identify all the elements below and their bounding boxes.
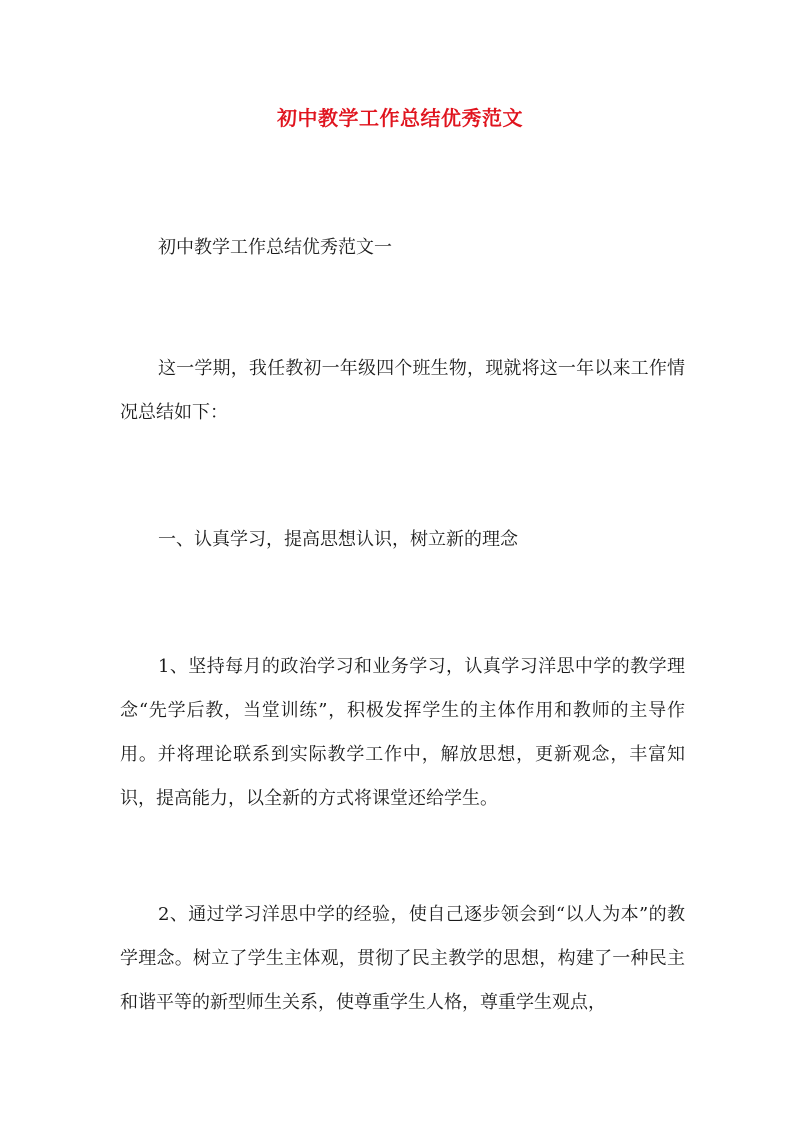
document-subtitle: 初中教学工作总结优秀范文一	[158, 237, 392, 258]
intro-paragraph: 这一学期，我任教初一年级四个班生物，现就将这一年以来工作情况总结如下：	[120, 358, 685, 423]
list-item-2: 2、通过学习洋思中学的经验，使自己逐步领会到“以人为本”的教学理念。树立了学生主体观，贯彻了民主教学的思想，构建了一种民主和谐平等的新型师生关系，使尊重学生人格，尊重学生观点，	[120, 904, 685, 1013]
section-heading-1: 一、认真学习，提高思想认识，树立新的理念	[158, 529, 518, 550]
list-item-1: 1、坚持每月的政治学习和业务学习，认真学习洋思中学的教学理念“先学后教，当堂训练”，积极发挥学生的主体作用和教师的主导作用。并将理论联系到实际教学工作中，解放思想，更新观念，丰富知识，提高能力，以全新的方式将课堂还给学生。	[120, 656, 685, 809]
document-title: 初中教学工作总结优秀范文	[277, 106, 523, 130]
